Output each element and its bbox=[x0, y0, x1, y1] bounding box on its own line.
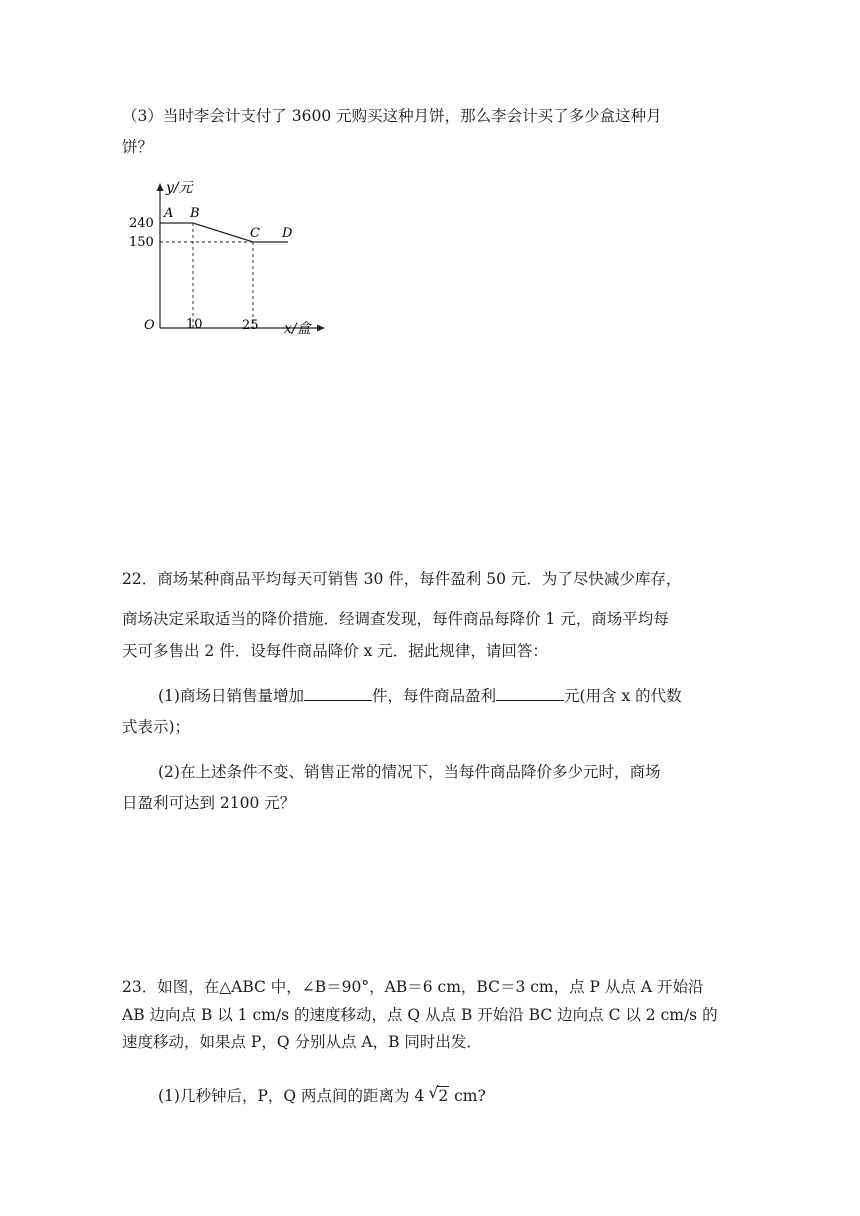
q23-part1-text-a: (1)几秒钟后，P，Q 两点间的距离为 4 bbox=[158, 1087, 425, 1105]
q22-part1-text-c: 元(用含 x 的代数 bbox=[563, 687, 682, 705]
origin-label: O bbox=[144, 318, 155, 333]
q22-part1-line2: 式表示)； bbox=[122, 718, 191, 736]
q23-line3: 速度移动，如果点 P，Q 分别从点 A，B 同时出发． bbox=[122, 1033, 482, 1051]
q23-part1 bbox=[158, 1083, 486, 1106]
q22-part2-line2: 日盈利可达到 2100 元？ bbox=[122, 794, 296, 812]
y-axis-label: y/元 bbox=[166, 180, 193, 196]
y-tick-240: 240 bbox=[129, 216, 154, 231]
q22-line2: 商场决定采取适当的降价措施．经调查发现，每件商品每降价 1 元，商场平均每 bbox=[122, 610, 669, 628]
q21-part3-line1: （3）当时李会计支付了 3600 元购买这种月饼，那么李会计买了多少盒这种月 bbox=[122, 107, 662, 125]
point-label-b: B bbox=[190, 206, 200, 221]
q22-part2-line1: (2)在上述条件不变、销售正常的情况下，当每件商品降价多少元时，商场 bbox=[158, 763, 661, 781]
q22-part1-text-b: 件，每件商品盈利 bbox=[371, 687, 496, 705]
square-root bbox=[428, 1083, 449, 1106]
y-tick-150: 150 bbox=[129, 235, 154, 250]
y-axis-arrow bbox=[157, 183, 164, 191]
x-tick-10: 10 bbox=[186, 317, 203, 332]
price-quantity-graph bbox=[120, 176, 340, 346]
x-axis-arrow bbox=[317, 325, 325, 332]
q23-part1-text-b: cm? bbox=[454, 1087, 486, 1105]
q22-line1: 22．商场某种商品平均每天可销售 30 件，每件盈利 50 元．为了尽快减少库存， bbox=[122, 570, 682, 588]
answer-blank-1[interactable] bbox=[304, 686, 372, 701]
q23-line2: AB 边向点 B 以 1 cm/s 的速度移动，点 Q 从点 B 开始沿 BC 边向点 C 以 2 cm/s 的 bbox=[122, 1006, 718, 1024]
function-line bbox=[160, 223, 288, 242]
sqrt-sign-icon: √ bbox=[428, 1083, 439, 1102]
point-label-d: D bbox=[282, 226, 293, 241]
point-label-a: A bbox=[164, 206, 174, 221]
answer-blank-2[interactable] bbox=[496, 686, 564, 701]
q22-part1-text-a: (1)商场日销售量增加 bbox=[158, 687, 304, 705]
q22-part1 bbox=[158, 686, 682, 706]
q23-line1: 23．如图，在△ABC 中，∠B＝90°，AB＝6 cm，BC＝3 cm，点 P 从点 A 开始沿 bbox=[122, 978, 704, 996]
q22-line3: 天可多售出 2 件．设每件商品降价 x 元．据此规律，请回答： bbox=[122, 642, 548, 660]
x-tick-25: 25 bbox=[242, 318, 259, 333]
sqrt-radicand: 2 bbox=[438, 1087, 449, 1105]
q21-part3-line2: 饼？ bbox=[122, 138, 154, 156]
point-label-c: C bbox=[250, 226, 260, 241]
x-axis-label: x/盒 bbox=[284, 321, 311, 337]
